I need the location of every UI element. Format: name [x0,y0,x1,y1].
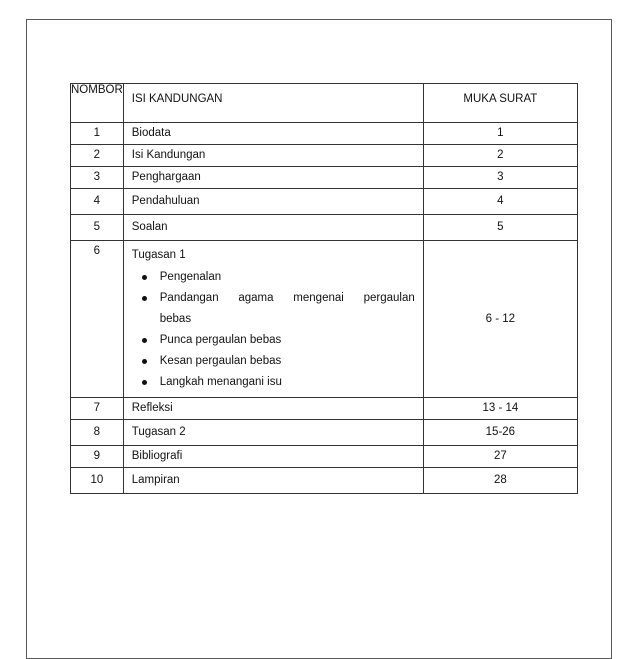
row-content: Bibliografi [123,446,423,468]
header-isi-kandungan: ISI KANDUNGAN [123,84,423,123]
table-row [71,241,578,398]
list-item: Punca pergaulan bebas [160,330,415,351]
table-row [71,189,578,215]
row-number: 8 [71,420,124,446]
bullet-icon [142,338,147,343]
row-content: Penghargaan [123,167,423,189]
list-item: Pandangan agama mengenai pergaulan [160,288,415,309]
row-page: 2 [423,145,577,167]
table-row [71,215,578,241]
row-number: 7 [71,398,124,420]
table-row [71,398,578,420]
bullet-icon [142,380,147,385]
row-content: Biodata [123,123,423,145]
list-item: Kesan pergaulan bebas [160,351,415,372]
bullet-list [132,267,415,393]
row-content: Tugasan 2 [123,420,423,446]
row-number: 4 [71,189,124,215]
header-nombor: NOMBOR [71,84,124,123]
row-number: 5 [71,215,124,241]
row-number: 10 [71,468,124,494]
row-page: 15-26 [423,420,577,446]
row-content-with-list [123,241,423,398]
row-page: 4 [423,189,577,215]
header-muka-surat: MUKA SURAT [423,84,577,123]
list-item: Pengenalan [160,267,415,288]
row-page: 13 - 14 [423,398,577,420]
bullet-icon [142,359,147,364]
row-page: 6 - 12 [423,241,577,398]
row-content: Soalan [123,215,423,241]
row-content: Isi Kandungan [123,145,423,167]
row-number: 6 [71,241,124,398]
row-page: 28 [423,468,577,494]
row-content: Tugasan 1 [131,249,186,261]
table-row [71,446,578,468]
table-row [71,167,578,189]
table-row [71,145,578,167]
row-page: 1 [423,123,577,145]
row-number: 1 [71,123,124,145]
row-number: 9 [71,446,124,468]
row-content: Refleksi [123,398,423,420]
row-content: Lampiran [123,468,423,494]
table-of-contents [70,83,578,494]
row-number: 2 [71,145,124,167]
row-number: 3 [71,167,124,189]
table-row [71,123,578,145]
row-page: 5 [423,215,577,241]
table-row [71,468,578,494]
list-item: Langkah menangani isu [160,372,415,393]
row-page: 3 [423,167,577,189]
row-content: Pendahuluan [123,189,423,215]
bullet-icon [142,296,147,301]
list-item-continuation: bebas [159,313,192,325]
bullet-icon [142,275,147,280]
table-header-row [71,84,578,123]
table-row [71,420,578,446]
row-page: 27 [423,446,577,468]
